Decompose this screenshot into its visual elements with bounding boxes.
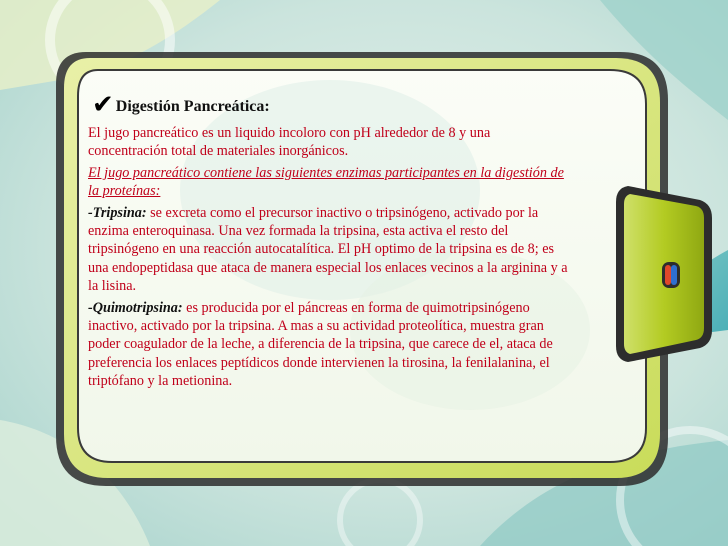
clipboard-clip-icon bbox=[616, 186, 712, 362]
tripsina-paragraph bbox=[88, 204, 568, 296]
tripsina-term: -Tripsina: bbox=[88, 204, 147, 221]
heading-title: Digestión Pancreática: bbox=[115, 98, 270, 115]
quimotripsina-paragraph bbox=[88, 299, 568, 391]
slide-content bbox=[88, 92, 568, 391]
quimotripsina-text: es producida por el páncreas en forma de quimotripsinógeno inactivo, activado por la tripsina. A mas a su actividad proteolítica, muestra gran poder coagulador de la leche, a diferencia de la tripsina, que carece de el, ataca de preferencia los enlaces peptídicos donde intervienen la tirosina, la fenilalanina, el triptófano y la metionina. bbox=[88, 299, 553, 390]
enzymes-intro: El jugo pancreático contiene las siguientes enzimas participantes en la digestión de la proteínas: bbox=[88, 164, 564, 200]
intro-paragraph: El jugo pancreático es un liquido incoloro con pH alrededor de 8 y una concentración total de materiales inorgánicos. bbox=[88, 125, 491, 160]
quimotripsina-term: -Quimotripsina: bbox=[88, 299, 183, 316]
checkmark-icon: ✔ bbox=[92, 90, 114, 120]
slide-heading bbox=[92, 92, 568, 118]
tripsina-text: se excreta como el precursor inactivo o tripsinógeno, activado por la enzima enteroquinasa. Una vez formada la tripsina, esta activa el resto del tripsinógeno en una reacción autocatalítica. El pH optimo de la tripsina es de 8; es una endopeptidasa que ataca de manera especial los enlaces vecinos a la arginina y a la lisina. bbox=[88, 204, 568, 295]
